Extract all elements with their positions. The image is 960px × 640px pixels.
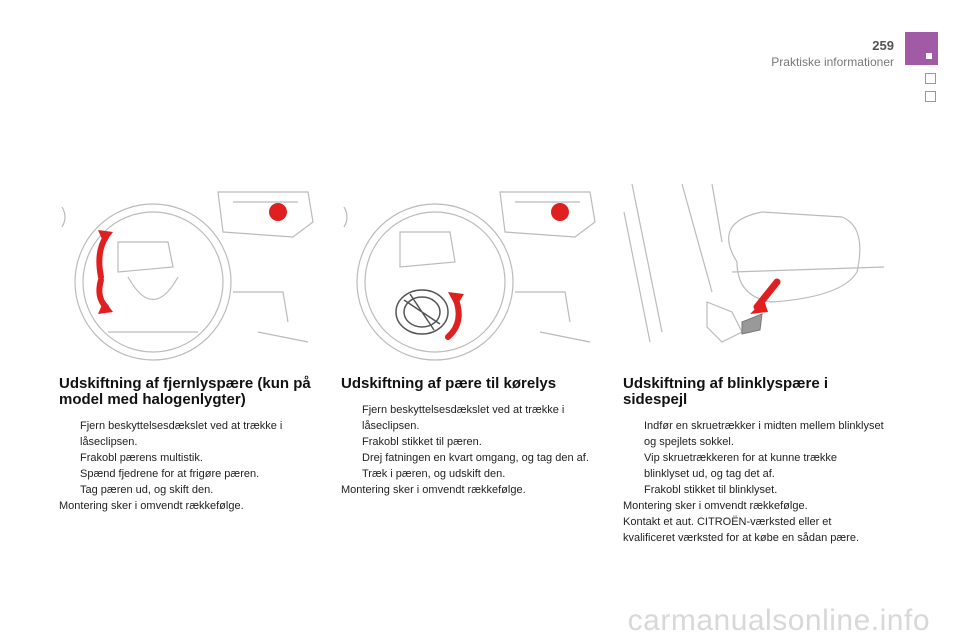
list-item [623, 418, 885, 450]
step-text: Indfør en skruetrækker i midten mellem blinklyset og spejlets sokkel. [644, 420, 884, 448]
list-item [623, 450, 885, 482]
illustration-main-beam-bulb [58, 182, 320, 367]
step-text: Træk i pæren, og udskift den. [362, 468, 506, 480]
column-dipped-beam [341, 376, 603, 498]
step-list [59, 418, 321, 498]
step-list [341, 402, 603, 482]
step-text: Fjern beskyttelsesdækslet ved at trække i låseclipsen. [362, 404, 565, 432]
step-text: Frakobl stikket til blinklyset. [644, 484, 778, 496]
page-number: 259 [872, 38, 894, 53]
list-item [59, 450, 321, 466]
step-text: Vip skruetrækkeren for at kunne trække blinklyset ud, og tag det af. [644, 452, 837, 480]
note-text: Montering sker i omvendt rækkefølge. [341, 484, 526, 496]
illustration-dipped-beam-bulb [340, 182, 602, 367]
step-text: Frakobl stikket til pæren. [362, 436, 482, 448]
tab-marker-icon [926, 53, 932, 59]
step-text: Drej fatningen en kvart omgang, og tag den af. [362, 452, 589, 464]
step-list [623, 418, 885, 498]
step-text: Spænd fjedrene for at frigøre pæren. [80, 468, 260, 480]
watermark: carmanualsonline.info [627, 604, 930, 637]
note-text: Montering sker i omvendt rækkefølge. [623, 500, 808, 512]
list-item [341, 450, 603, 466]
section-heading: Udskiftning af blinklyspære i sidespejl [623, 375, 829, 408]
bulb-highlight-icon [269, 203, 287, 221]
list-item [59, 466, 321, 482]
section-heading: Udskiftning af fjernlyspære (kun på model med halogenlygter) [59, 375, 311, 408]
tab-square-empty [925, 91, 936, 102]
bulb-highlight-icon [551, 203, 569, 221]
list-item [341, 466, 603, 482]
illustration-mirror-indicator [622, 182, 884, 367]
step-text: Frakobl pærens multistik. [80, 452, 203, 464]
list-item [623, 482, 885, 498]
chapter-tab [905, 32, 938, 65]
section-heading: Udskiftning af pære til kørelys [341, 375, 557, 392]
column-main-beam [59, 376, 321, 514]
list-item [341, 434, 603, 450]
tab-square-empty [925, 73, 936, 84]
list-item [59, 482, 321, 498]
note-text: Montering sker i omvendt rækkefølge. [59, 500, 244, 512]
section-label: Praktiske informationer [771, 55, 894, 69]
step-text: Fjern beskyttelsesdækslet ved at trække i låseclipsen. [80, 420, 283, 448]
list-item [59, 418, 321, 450]
note-text: Kontakt et aut. CITROËN-værksted eller et kvalificeret værksted for at købe en sådan pære. [623, 516, 859, 544]
column-mirror-indicator [623, 376, 885, 546]
list-item [341, 402, 603, 434]
step-text: Tag pæren ud, og skift den. [80, 484, 214, 496]
